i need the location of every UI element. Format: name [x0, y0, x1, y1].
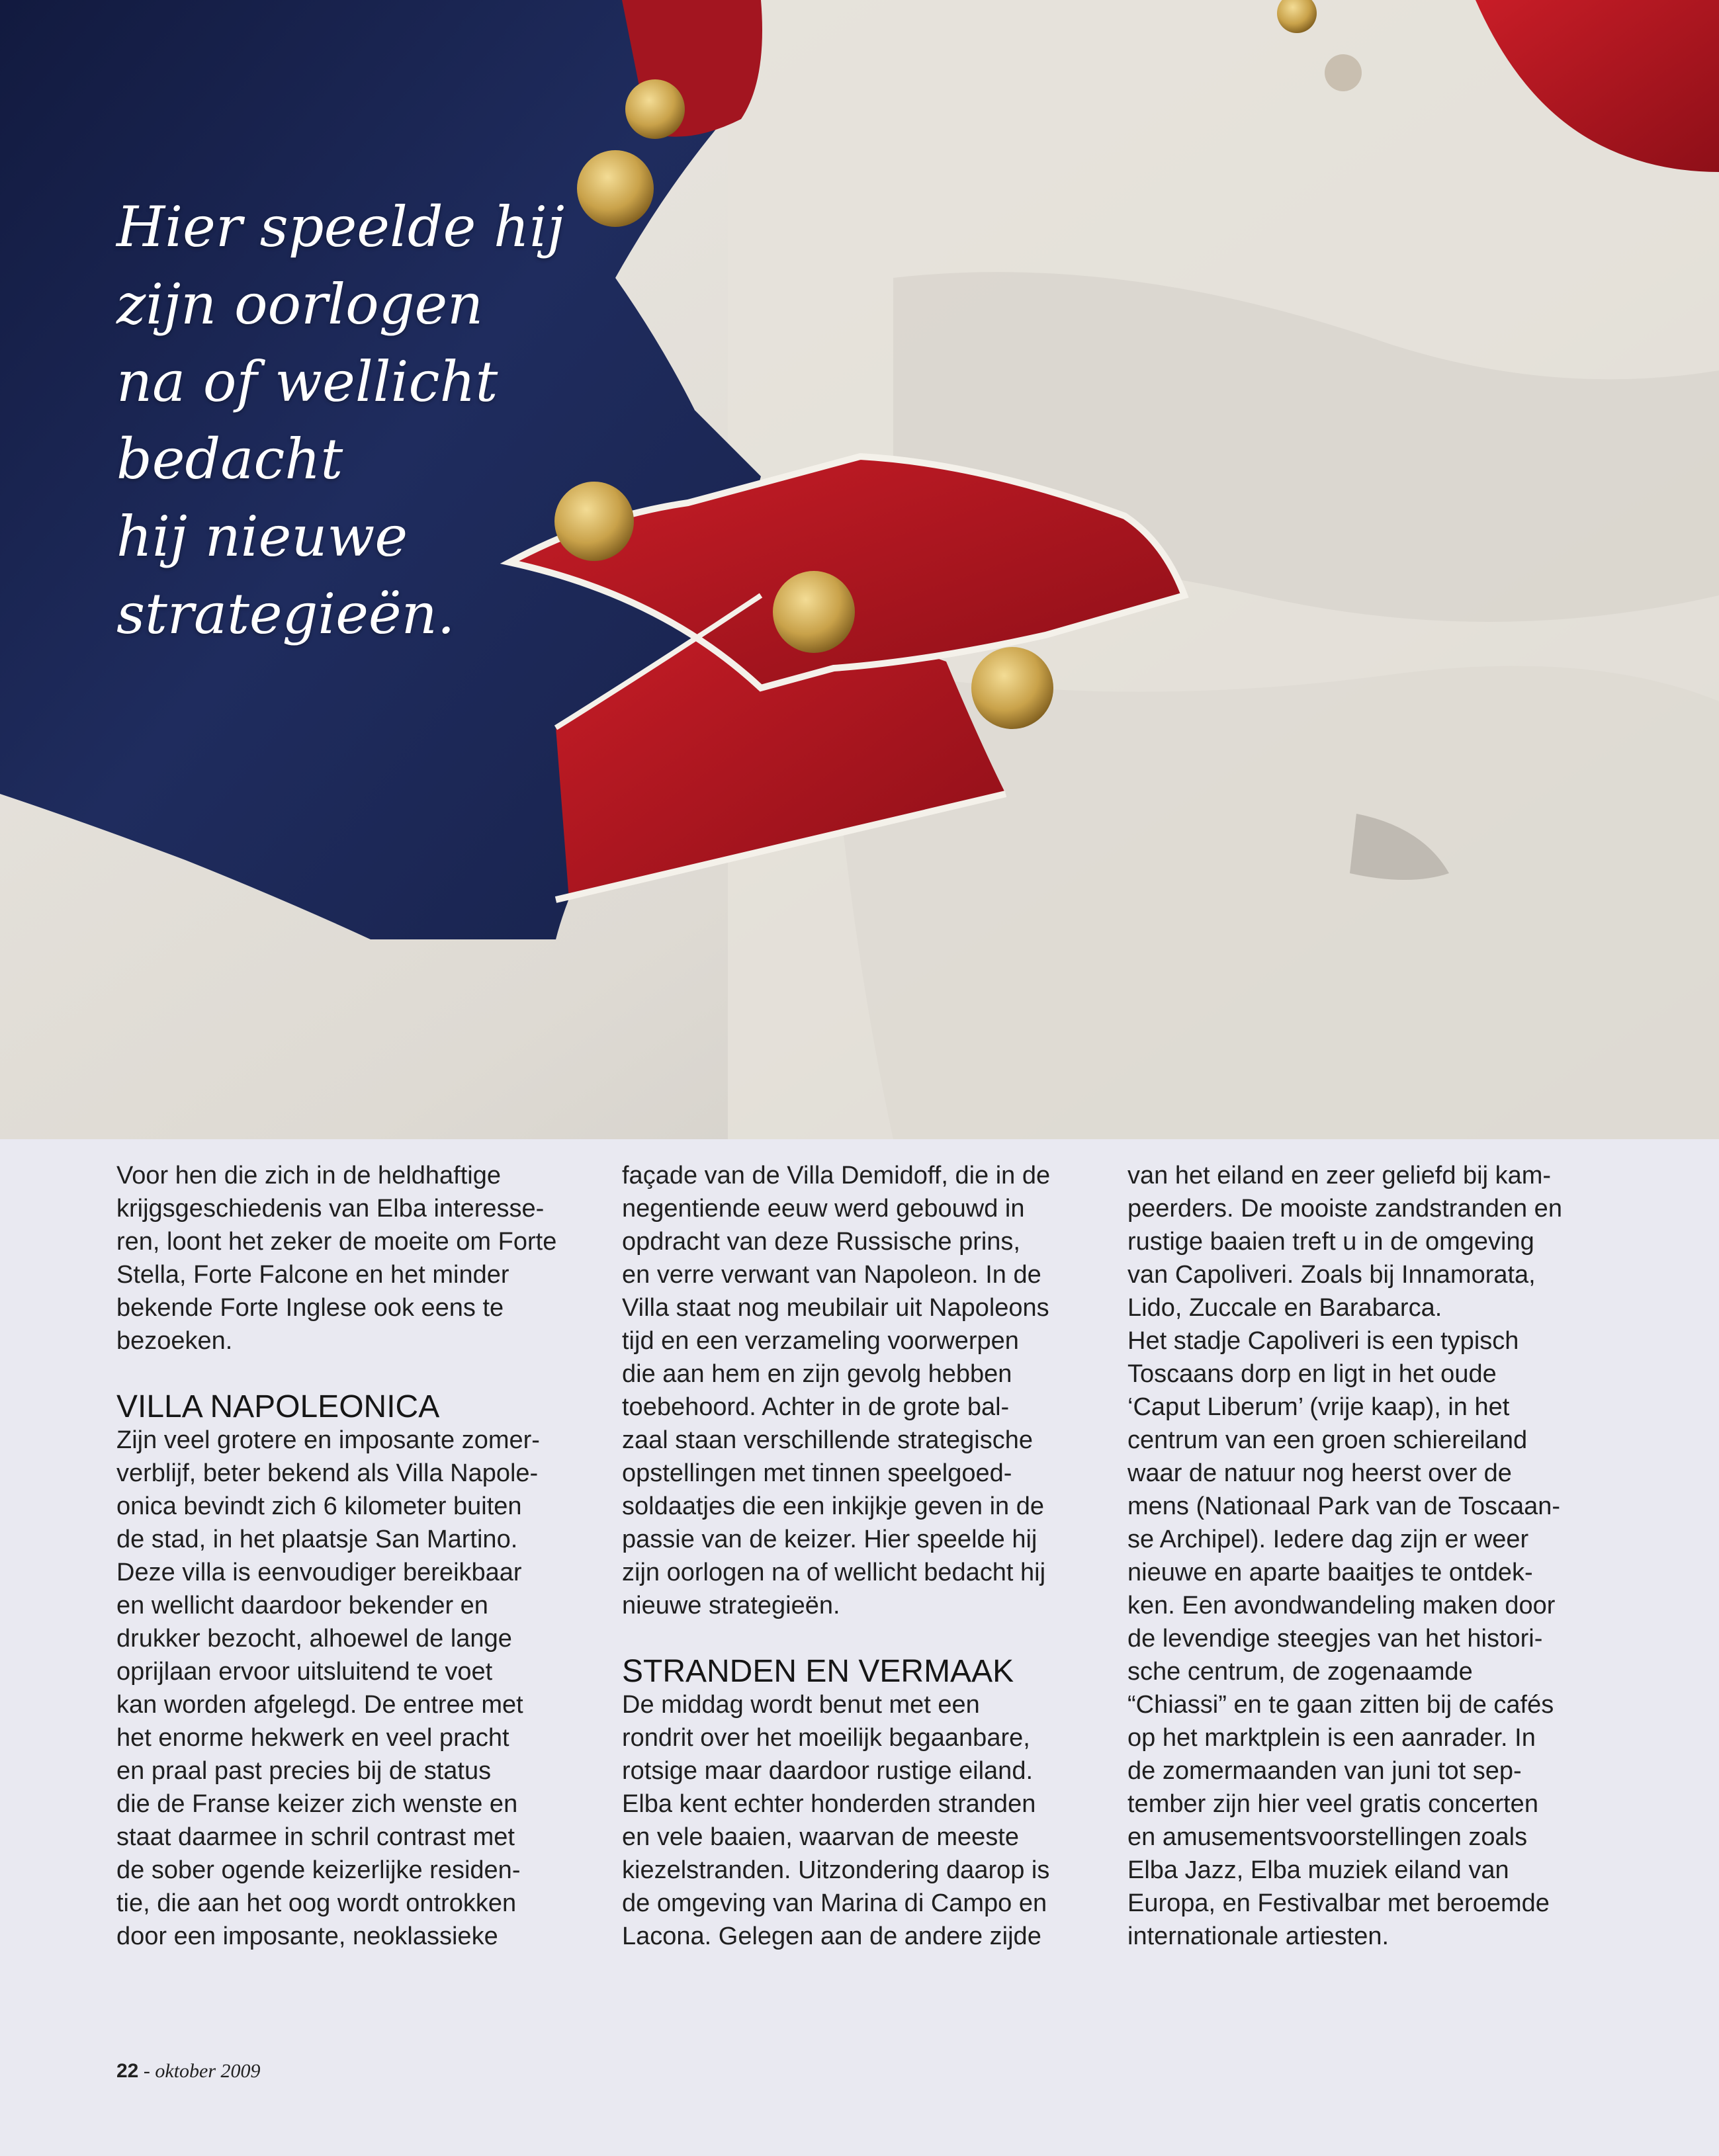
text-line: peerders. De mooiste zandstranden en — [1127, 1195, 1562, 1223]
text-line: rotsige maar daardoor rustige eiland. — [622, 1757, 1034, 1785]
text-line: van het eiland en zeer geliefd bij kam- — [1127, 1162, 1552, 1189]
pull-quote-line: hij nieuwe — [116, 504, 408, 569]
text-line: door een imposante, neoklassieke — [116, 1922, 498, 1950]
text-line: zaal staan verschillende strategische — [622, 1426, 1034, 1454]
intro-paragraph — [116, 1159, 573, 1358]
text-line: Toscaans dorp en ligt in het oude — [1127, 1360, 1497, 1388]
text-line: die de Franse keizer zich wenste en — [116, 1790, 518, 1818]
button-5 — [577, 150, 654, 227]
text-line: onica bevindt zich 6 kilometer buiten — [116, 1492, 522, 1520]
text-line: en verre verwant van Napoleon. In de — [622, 1261, 1041, 1289]
text-line: “Chiassi” en te gaan zitten bij de cafés — [1127, 1691, 1554, 1719]
text-line: internationale artiesten. — [1127, 1922, 1389, 1950]
text-line: ken. Een avondwandeling maken door — [1127, 1592, 1556, 1619]
text-line: Villa staat nog meubilair uit Napoleons — [622, 1294, 1049, 1322]
pull-quote — [116, 189, 580, 653]
section-heading-stranden: STRANDEN EN VERMAAK — [622, 1654, 1014, 1689]
text-line: van Capoliveri. Zoals bij Innamorata, — [1127, 1261, 1536, 1289]
text-line: rondrit over het moeilijk begaanbare, — [622, 1724, 1030, 1752]
text-line: tijd en een verzameling voorwerpen — [622, 1327, 1019, 1355]
text-line: toebehoord. Achter in de grote bal- — [622, 1393, 1010, 1421]
page-footer — [116, 2060, 261, 2083]
text-line: sche centrum, de zogenaamde — [1127, 1658, 1473, 1686]
text-line: en vele baaien, waarvan de meeste — [622, 1823, 1019, 1851]
villa-paragraph — [116, 1424, 573, 1953]
text-line: centrum van een groen schiereiland — [1127, 1426, 1528, 1454]
text-line: Elba Jazz, Elba muziek eiland van — [1127, 1856, 1509, 1884]
text-line: drukker bezocht, alhoewel de lange — [116, 1625, 512, 1653]
button-3 — [971, 647, 1053, 729]
text-line: de levendige steegjes van het histori- — [1127, 1625, 1543, 1653]
text-line: Voor hen die zich in de heldhaftige — [116, 1162, 501, 1189]
text-line: de zomermaanden van juni tot sep- — [1127, 1757, 1522, 1785]
issue-date: oktober 2009 — [155, 2060, 261, 2082]
text-line: die aan hem en zijn gevolg hebben — [622, 1360, 1012, 1388]
text-line: mens (Nationaal Park van de Toscaan- — [1127, 1492, 1561, 1520]
stranden-paragraph — [622, 1688, 1079, 1953]
text-line: opdracht van deze Russische prins, — [622, 1228, 1020, 1256]
text-line: ‘Caput Liberum’ (vrije kaap), in het — [1127, 1393, 1510, 1421]
article-column-1 — [116, 1159, 573, 1953]
text-line: bekende Forte Inglese ook eens te — [116, 1294, 504, 1322]
button-4 — [625, 79, 685, 139]
text-line: Lido, Zuccale en Barabarca. — [1127, 1294, 1442, 1322]
text-line: negentiende eeuw werd gebouwd in — [622, 1195, 1025, 1223]
text-line: het enorme hekwerk en veel pracht — [116, 1724, 509, 1752]
text-line: Het stadje Capoliveri is een typisch — [1127, 1327, 1519, 1355]
text-line: en wellicht daardoor bekender en — [116, 1592, 488, 1619]
text-line: nieuwe en aparte baaitjes te ontdek- — [1127, 1559, 1533, 1586]
text-line: Europa, en Festivalbar met beroemde — [1127, 1889, 1550, 1917]
page-number: 22 — [116, 2060, 139, 2082]
pull-quote-line: strategieën. — [116, 582, 455, 646]
text-line: Deze villa is eenvoudiger bereikbaar — [116, 1559, 522, 1586]
text-line: Zijn veel grotere en imposante zomer- — [116, 1426, 540, 1454]
text-line: Stella, Forte Falcone en het minder — [116, 1261, 509, 1289]
text-line: de omgeving van Marina di Campo en — [622, 1889, 1047, 1917]
text-line: staat daarmee in schril contrast met — [116, 1823, 515, 1851]
pull-quote-line: Hier speelde hij — [116, 194, 565, 259]
text-line: de sober ogende keizerlijke residen- — [116, 1856, 521, 1884]
text-line: opstellingen met tinnen speelgoed- — [622, 1459, 1012, 1487]
text-line: tie, die aan het oog wordt ontrokken — [116, 1889, 517, 1917]
text-line: tember zijn hier veel gratis concerten — [1127, 1790, 1538, 1818]
text-line: façade van de Villa Demidoff, die in de — [622, 1162, 1051, 1189]
text-line: se Archipel). Iedere dag zijn er weer — [1127, 1526, 1529, 1553]
text-line: Elba kent echter honderden stranden — [622, 1790, 1036, 1818]
text-line: bezoeken. — [116, 1327, 233, 1355]
text-line: op het marktplein is een aanrader. In — [1127, 1724, 1536, 1752]
article-column-3 — [1127, 1159, 1584, 1953]
pull-quote-line: zijn oorlogen — [116, 272, 484, 337]
text-line: en amusementsvoorstellingen zoals — [1127, 1823, 1528, 1851]
text-line: soldaatjes die een inkijkje geven in de — [622, 1492, 1044, 1520]
text-line: verblijf, beter bekend als Villa Napole- — [116, 1459, 539, 1487]
text-line: oprijlaan ervoor uitsluitend te voet — [116, 1658, 493, 1686]
text-line: De middag wordt benut met een — [622, 1691, 980, 1719]
stranden-paragraph-continued — [1127, 1159, 1584, 1953]
text-line: krijgsgeschiedenis van Elba interesse- — [116, 1195, 545, 1223]
section-heading-villa: VILLA NAPOLEONICA — [116, 1389, 440, 1424]
villa-paragraph-continued — [622, 1159, 1079, 1622]
pull-quote-line: na of wellicht — [116, 349, 498, 414]
text-line: kan worden afgelegd. De entree met — [116, 1691, 523, 1719]
button-2 — [773, 571, 855, 653]
text-line: waar de natuur nog heerst over de — [1127, 1459, 1512, 1487]
footer-separator: - — [138, 2060, 155, 2082]
text-line: passie van de keizer. Hier speelde hij — [622, 1526, 1037, 1553]
text-line: ren, loont het zeker de moeite om Forte — [116, 1228, 557, 1256]
text-line: zijn oorlogen na of wellicht bedacht hij — [622, 1559, 1046, 1586]
text-line: en praal past precies bij de status — [116, 1757, 492, 1785]
text-line: rustige baaien treft u in de omgeving — [1127, 1228, 1534, 1256]
pull-quote-line: bedacht — [116, 427, 343, 492]
article-column-2 — [622, 1159, 1079, 1953]
text-line: de stad, in het plaatsje San Martino. — [116, 1526, 518, 1553]
text-line: nieuwe strategieën. — [622, 1592, 840, 1619]
text-line: Lacona. Gelegen aan de andere zijde — [622, 1922, 1041, 1950]
text-line: kiezelstranden. Uitzondering daarop is — [622, 1856, 1050, 1884]
